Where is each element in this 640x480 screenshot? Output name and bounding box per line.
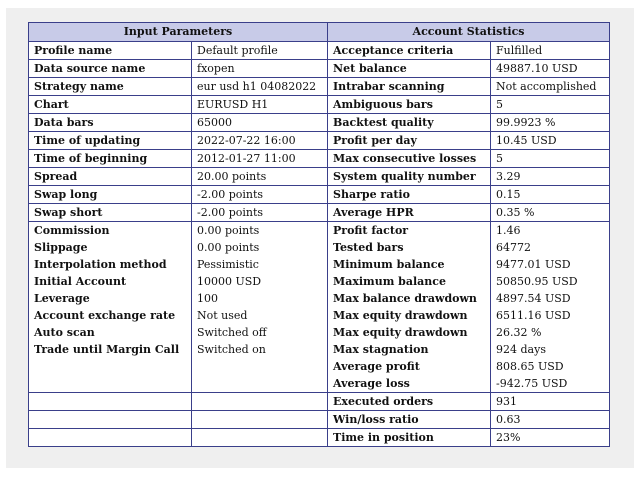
account-stat-value: 6511.16 USD xyxy=(491,307,610,324)
account-stat-value: 49887.10 USD xyxy=(491,60,610,78)
account-stat-value: 4897.54 USD xyxy=(491,290,610,307)
table-row xyxy=(29,393,610,411)
strategy-report-table xyxy=(28,22,610,447)
input-param-label: Time of beginning xyxy=(29,150,192,168)
account-stat-value: 9477.01 USD xyxy=(491,256,610,273)
account-stat-label: Average HPR xyxy=(328,204,491,222)
input-param-label: Strategy name xyxy=(29,78,192,96)
table-row xyxy=(29,168,610,186)
table-row xyxy=(29,114,610,132)
input-param-value: Switched off xyxy=(192,324,328,341)
input-param-value: 2022-07-22 16:00 xyxy=(192,132,328,150)
table-row xyxy=(29,60,610,78)
input-param-value: Default profile xyxy=(192,42,328,60)
table-row xyxy=(29,429,610,447)
account-statistics-header: Account Statistics xyxy=(328,23,610,42)
input-param-label: Auto scan xyxy=(29,324,192,341)
table-row xyxy=(29,150,610,168)
account-stat-label: Time in position xyxy=(328,429,491,447)
account-stat-value: -942.75 USD xyxy=(491,375,610,393)
input-param-value: Switched on xyxy=(192,341,328,358)
input-param-value: -2.00 points xyxy=(192,186,328,204)
account-stat-value: 50850.95 USD xyxy=(491,273,610,290)
input-param-value: Pessimistic xyxy=(192,256,328,273)
table-row xyxy=(29,256,610,273)
table-row xyxy=(29,239,610,256)
input-param-value: fxopen xyxy=(192,60,328,78)
table-row xyxy=(29,96,610,114)
account-stat-value: 808.65 USD xyxy=(491,358,610,375)
account-stat-label: Backtest quality xyxy=(328,114,491,132)
account-stat-label: Net balance xyxy=(328,60,491,78)
account-stat-label: Average profit xyxy=(328,358,491,375)
account-stat-label: Acceptance criteria xyxy=(328,42,491,60)
account-stat-value: 931 xyxy=(491,393,610,411)
account-stat-value: 10.45 USD xyxy=(491,132,610,150)
account-stat-value: Fulfilled xyxy=(491,42,610,60)
account-stat-label: Profit factor xyxy=(328,222,491,240)
input-param-value: 0.00 points xyxy=(192,239,328,256)
input-param-value: EURUSD H1 xyxy=(192,96,328,114)
table-row xyxy=(29,324,610,341)
account-stat-label: System quality number xyxy=(328,168,491,186)
input-param-label: Swap long xyxy=(29,186,192,204)
account-stat-value: 64772 xyxy=(491,239,610,256)
account-stat-label: Win/loss ratio xyxy=(328,411,491,429)
account-stat-label: Max stagnation xyxy=(328,341,491,358)
input-param-value xyxy=(192,375,328,393)
input-param-label: Data source name xyxy=(29,60,192,78)
account-stat-value: 5 xyxy=(491,96,610,114)
input-parameters-header: Input Parameters xyxy=(29,23,328,42)
input-param-label: Chart xyxy=(29,96,192,114)
input-param-label: Data bars xyxy=(29,114,192,132)
input-param-label: Slippage xyxy=(29,239,192,256)
input-param-label xyxy=(29,429,192,447)
input-param-value: -2.00 points xyxy=(192,204,328,222)
input-param-value: 10000 USD xyxy=(192,273,328,290)
table-row xyxy=(29,358,610,375)
input-param-label xyxy=(29,393,192,411)
table-row xyxy=(29,186,610,204)
input-param-label: Time of updating xyxy=(29,132,192,150)
input-param-label: Interpolation method xyxy=(29,256,192,273)
account-stat-label: Sharpe ratio xyxy=(328,186,491,204)
account-stat-label: Intrabar scanning xyxy=(328,78,491,96)
account-stat-value: 5 xyxy=(491,150,610,168)
input-param-label: Trade until Margin Call xyxy=(29,341,192,358)
input-param-value: 65000 xyxy=(192,114,328,132)
input-param-value: 20.00 points xyxy=(192,168,328,186)
account-stat-value: 1.46 xyxy=(491,222,610,240)
account-stat-value: 26.32 % xyxy=(491,324,610,341)
input-param-label: Leverage xyxy=(29,290,192,307)
table-row xyxy=(29,273,610,290)
table-row xyxy=(29,204,610,222)
input-param-label xyxy=(29,375,192,393)
account-stat-value: 924 days xyxy=(491,341,610,358)
account-stat-label: Max balance drawdown xyxy=(328,290,491,307)
table-row xyxy=(29,132,610,150)
account-stat-value: Not accomplished xyxy=(491,78,610,96)
table-row xyxy=(29,42,610,60)
input-param-value xyxy=(192,358,328,375)
account-stat-label: Profit per day xyxy=(328,132,491,150)
account-stat-label: Executed orders xyxy=(328,393,491,411)
account-stat-value: 23% xyxy=(491,429,610,447)
table-row xyxy=(29,341,610,358)
account-stat-value: 3.29 xyxy=(491,168,610,186)
account-stat-value: 0.35 % xyxy=(491,204,610,222)
table-row xyxy=(29,307,610,324)
input-param-value xyxy=(192,429,328,447)
input-param-value: Not used xyxy=(192,307,328,324)
input-param-label: Profile name xyxy=(29,42,192,60)
input-param-label: Account exchange rate xyxy=(29,307,192,324)
table-header-row xyxy=(29,23,610,42)
input-param-value: eur usd h1 04082022 xyxy=(192,78,328,96)
table-row xyxy=(29,222,610,240)
input-param-label: Commission xyxy=(29,222,192,240)
account-stat-value: 0.15 xyxy=(491,186,610,204)
account-stat-label: Average loss xyxy=(328,375,491,393)
input-param-value: 0.00 points xyxy=(192,222,328,240)
account-stat-value: 99.9923 % xyxy=(491,114,610,132)
account-stat-label: Max equity drawdown xyxy=(328,324,491,341)
account-stat-value: 0.63 xyxy=(491,411,610,429)
account-stat-label: Max consecutive losses xyxy=(328,150,491,168)
account-stat-label: Ambiguous bars xyxy=(328,96,491,114)
account-stat-label: Minimum balance xyxy=(328,256,491,273)
input-param-value: 2012-01-27 11:00 xyxy=(192,150,328,168)
table-body xyxy=(29,42,610,447)
input-param-label: Swap short xyxy=(29,204,192,222)
input-param-value: 100 xyxy=(192,290,328,307)
input-param-label: Initial Account xyxy=(29,273,192,290)
table-row xyxy=(29,290,610,307)
account-stat-label: Maximum balance xyxy=(328,273,491,290)
input-param-value xyxy=(192,393,328,411)
input-param-label: Spread xyxy=(29,168,192,186)
table-row xyxy=(29,375,610,393)
table-row xyxy=(29,411,610,429)
input-param-value xyxy=(192,411,328,429)
account-stat-label: Max equity drawdown xyxy=(328,307,491,324)
input-param-label xyxy=(29,411,192,429)
input-param-label xyxy=(29,358,192,375)
table-row xyxy=(29,78,610,96)
account-stat-label: Tested bars xyxy=(328,239,491,256)
